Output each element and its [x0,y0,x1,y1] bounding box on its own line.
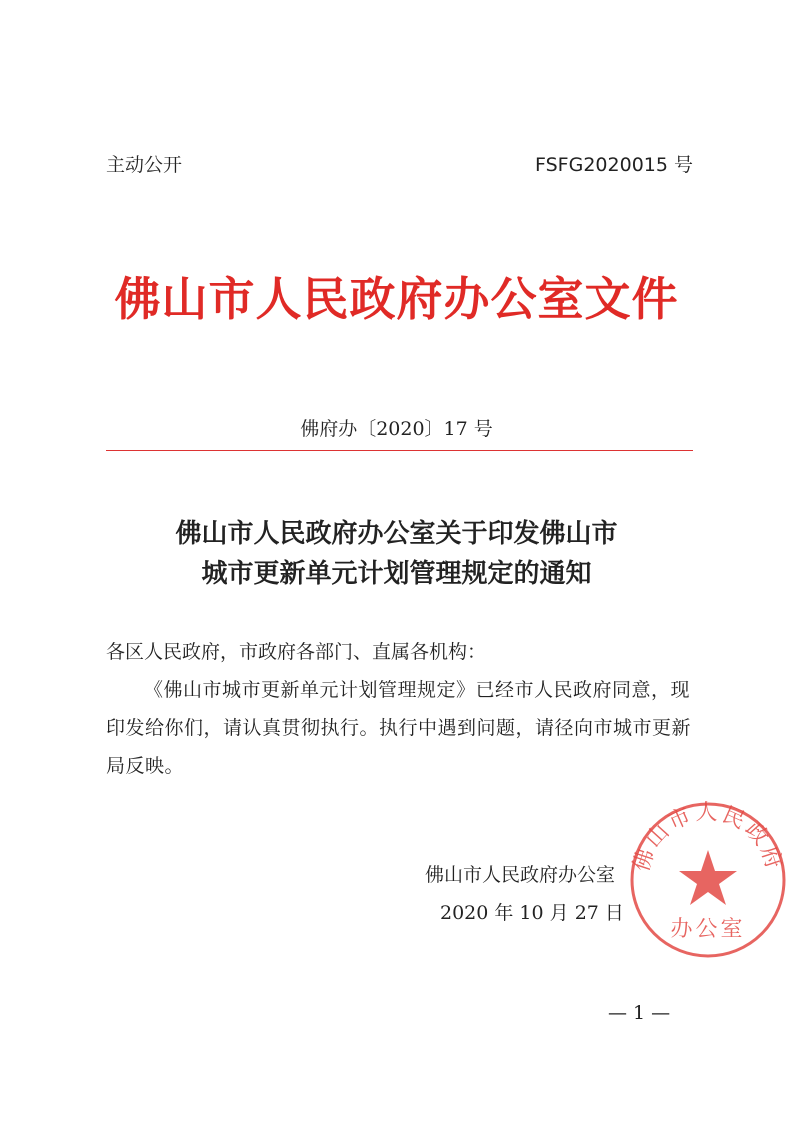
file-number: FSFG2020015 号 [535,154,693,176]
body-paragraph: 《佛山市城市更新单元计划管理规定》已经市人民政府同意，现印发给你们，请认真贯彻执行。执行中遇到问题，请径向市城市更新局反映。 [106,679,692,777]
seal-bottom-text: 办公室 [670,917,746,942]
page-number: — 1 — [608,1002,671,1024]
star-icon [679,850,737,905]
signature: 佛山市人民政府办公室 [425,864,616,886]
publicity-label: 主动公开 [106,154,183,176]
document-title [0,514,793,594]
title-line-2: 城市更新单元计划管理规定的通知 [201,559,592,589]
official-seal [628,800,788,960]
seal-top-text: 佛山市人民政府 [629,800,787,875]
document-number: 佛府办〔2020〕17 号 [300,418,493,440]
masthead: 佛山市人民政府办公室文件 [114,272,679,326]
addressee: 各区人民政府，市政府各部门、直属各机构： [106,641,487,663]
date: 2020 年 10 月 27 日 [440,902,624,924]
title-line-1: 佛山市人民政府办公室关于印发佛山市 [175,519,618,549]
red-divider [106,450,693,451]
